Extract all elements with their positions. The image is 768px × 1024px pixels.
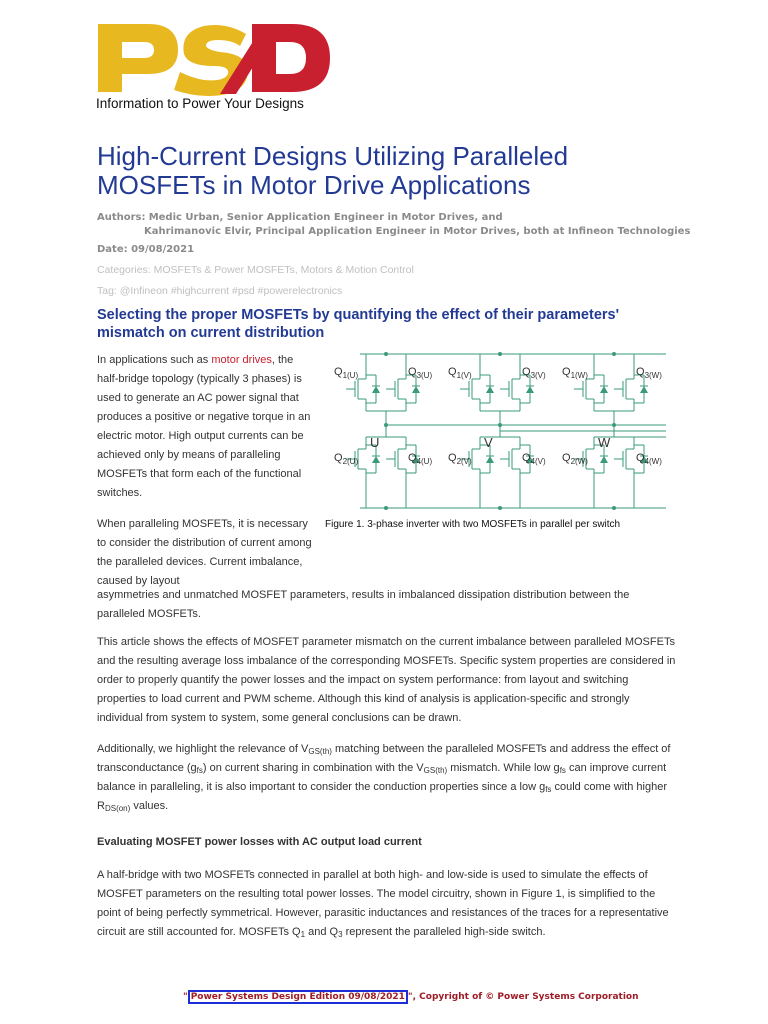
intro-text-start: In applications such as bbox=[97, 354, 212, 366]
phase-label: V bbox=[484, 435, 493, 450]
transistor-label: $Q_{4(U)}$ bbox=[408, 452, 433, 466]
psd-logo-mark bbox=[96, 20, 332, 96]
figure-caption-text: 3-phase inverter with two MOSFETs in parallel per switch bbox=[364, 519, 621, 530]
rail-node bbox=[384, 506, 388, 510]
transistor-label: $Q_{3(W)}$ bbox=[636, 366, 662, 380]
inverter-schematic bbox=[330, 345, 666, 515]
paragraph-paralleling-cont: asymmetries and unmatched MOSFET parameters, results in imbalanced dissipation distribution between the paralleled MOSFETs. bbox=[97, 589, 630, 620]
publish-date: Date: 09/08/2021 bbox=[97, 244, 195, 255]
transistor-label: $Q_{3(U)}$ bbox=[408, 366, 433, 380]
authors-line1: Medic Urban, Senior Application Engineer in Motor Drives, and bbox=[148, 212, 503, 223]
figure-caption bbox=[325, 519, 620, 530]
article-subheading: Selecting the proper MOSFETs by quantifying the effect of their parameters' mismatch on current distribution bbox=[97, 307, 620, 341]
body-diode bbox=[600, 456, 608, 463]
p4-text: ) on current sharing in combination with the V bbox=[202, 762, 424, 774]
p5-text: and Q bbox=[305, 926, 339, 938]
p4-text: mismatch. While low g bbox=[447, 762, 560, 774]
rail-node bbox=[612, 506, 616, 510]
transistor-label: $Q_{1(W)}$ bbox=[562, 366, 588, 380]
paragraph-vgs-threshold bbox=[97, 740, 677, 816]
p4-text: matching between the paralleled MOSFETs and address the effect of transconductance (g bbox=[97, 743, 671, 774]
p4-sub: GS(th) bbox=[308, 747, 332, 756]
p4-sub: fs bbox=[559, 766, 566, 775]
footer-copyright bbox=[183, 992, 639, 1002]
edition-link[interactable]: Power Systems Design Edition 09/08/2021 bbox=[188, 990, 408, 1004]
authors bbox=[97, 211, 690, 239]
transistor-label: $Q_{2(U)}$ bbox=[334, 452, 359, 466]
body-diode bbox=[600, 386, 608, 393]
p5-sub: 1 bbox=[300, 930, 306, 939]
section-heading: Evaluating MOSFET power losses with AC output load current bbox=[97, 836, 422, 848]
figure-caption-label: Figure 1. bbox=[325, 519, 365, 530]
psd-logo[interactable] bbox=[96, 20, 332, 112]
transistor-label: $Q_{4(V)}$ bbox=[522, 452, 546, 466]
logo-tagline: Information to Power Your Designs bbox=[96, 96, 304, 111]
transistor-label: $Q_{2(W)}$ bbox=[562, 452, 588, 466]
intro-text-end: , the half-bridge topology (typically 3 phases) is used to generate an AC power signal that produces a positive or negative torque in an electric motor. High output currents can be achieved only by means of paralleling MOSFETs that form each of the functional switches. bbox=[97, 354, 311, 499]
authors-label: Authors: bbox=[97, 212, 146, 223]
body-diode bbox=[412, 386, 420, 393]
footer-copyright-text: ", Copyright of © Power Systems Corporation bbox=[407, 992, 639, 1002]
paragraph-intro bbox=[97, 351, 317, 503]
motor-drives-link[interactable]: motor drives bbox=[211, 354, 272, 366]
body-diode bbox=[640, 386, 648, 393]
p4-text: values. bbox=[130, 800, 169, 812]
transistor-label: $Q_{3(V)}$ bbox=[522, 366, 546, 380]
p5-text: A half-bridge with two MOSFETs connected in parallel at both high- and low-side is used to simulate the effects of MOSFET parameters on the resulting total power losses. The model circuitry, shown in Figure 1, is simplified to the point of being perfectly symmetrical. However, parasitic inductances and resistances of the traces for a representative circuit are still accounted for. MOSFETs Q bbox=[97, 869, 669, 938]
p4-sub: fs bbox=[545, 785, 552, 794]
article-title: High-Current Designs Utilizing Paralleled MOSFETs in Motor Drive Applications bbox=[97, 141, 569, 200]
transistor-label: $Q_{2(V)}$ bbox=[448, 452, 472, 466]
rail-node bbox=[498, 506, 502, 510]
p5-sub: 3 bbox=[338, 930, 343, 939]
phase-label: U bbox=[370, 435, 380, 450]
p4-sub: fs bbox=[196, 766, 203, 775]
tags[interactable]: Tag: @Infineon #highcurrent #psd #powerelectronics bbox=[97, 285, 343, 297]
body-diode bbox=[372, 386, 380, 393]
categories[interactable]: Categories: MOSFETs & Power MOSFETs, Motors & Motion Control bbox=[97, 264, 414, 276]
paragraph-article-scope: This article shows the effects of MOSFET parameter mismatch on the current imbalance between paralleled MOSFETs and the resulting average loss imbalance of the corresponding MOSFETs. Specific system properties are considered in order to properly quantify the power losses and the impact on system performance: from layout and switching properties to load current and PWM scheme. Although this kind of analysis is application-specific and strongly individual from system to system, some general conclusions can be drawn. bbox=[97, 636, 676, 724]
paragraph-paralleling: When paralleling MOSFETs, it is necessary to consider the distribution of current among the paralleled devices. Current imbalance, caused by layout bbox=[97, 518, 312, 587]
p4-text: can improve current balance in paralleling, it is also important to consider the conduction properties since a low g bbox=[97, 762, 667, 793]
transistor-label: $Q_{1(U)}$ bbox=[334, 366, 359, 380]
transistor-label: $Q_{4(W)}$ bbox=[636, 452, 662, 466]
authors-line2: Kahrimanovic Elvir, Principal Application Engineer in Motor Drives, both at Infineon Technologies bbox=[144, 226, 691, 237]
p5-text: represent the paralleled high-side switch. bbox=[342, 926, 546, 938]
phase-label: W bbox=[598, 435, 611, 450]
p4-sub: GS(th) bbox=[423, 766, 448, 775]
paragraph-half-bridge bbox=[97, 866, 677, 942]
body-diode bbox=[526, 386, 534, 393]
footer-quote: " bbox=[183, 992, 188, 1002]
figure-inverter-schematic bbox=[330, 345, 666, 515]
p4-text: could come with higher R bbox=[97, 781, 667, 812]
body-diode bbox=[486, 456, 494, 463]
body-diode bbox=[372, 456, 380, 463]
body-diode bbox=[486, 386, 494, 393]
p4-text: Additionally, we highlight the relevance of V bbox=[97, 743, 309, 755]
transistor-label: $Q_{1(V)}$ bbox=[448, 366, 472, 380]
p4-sub: DS(on) bbox=[104, 804, 131, 813]
